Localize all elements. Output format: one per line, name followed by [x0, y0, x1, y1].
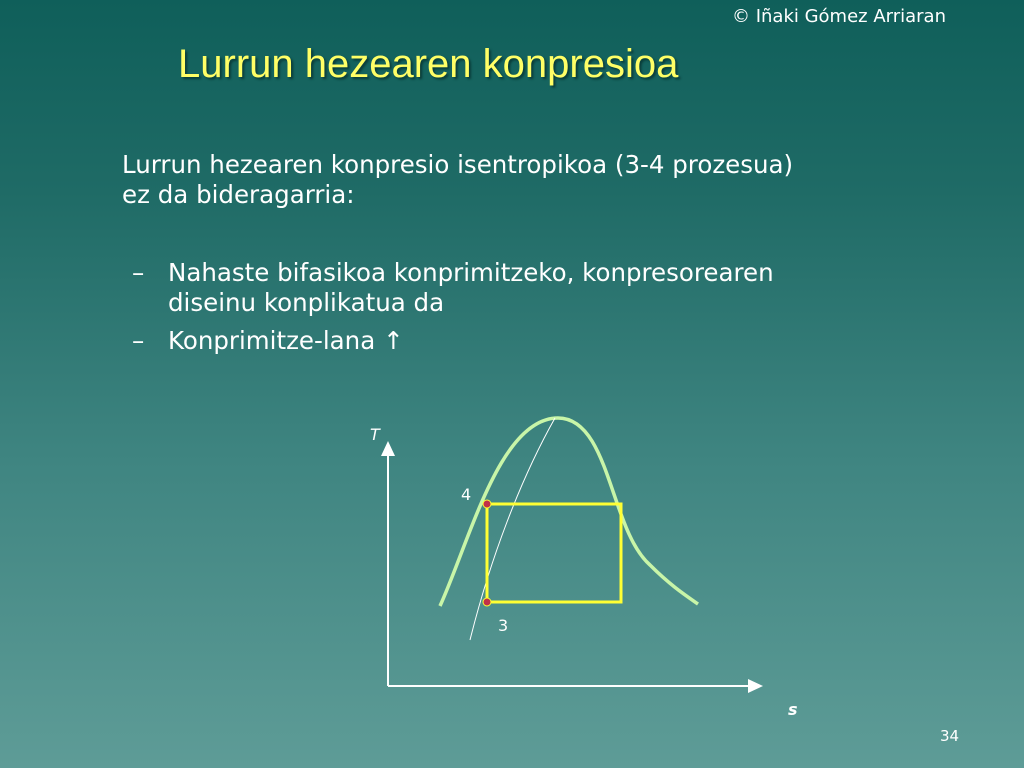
cycle-rectangle: [487, 504, 621, 602]
y-axis-label: T: [370, 425, 380, 444]
state-point-3: [483, 598, 491, 606]
y-axis-arrow-icon: [381, 441, 395, 456]
bullet-line: Konprimitze-lana ↑: [168, 326, 404, 355]
bullet-line: diseinu konplikatua da: [168, 288, 445, 317]
state-point-4: [483, 500, 491, 508]
point-4-label: 4: [461, 485, 472, 504]
page-number: 34: [940, 727, 960, 745]
x-axis-label: s: [788, 700, 798, 719]
x-axis-arrow-icon: [748, 679, 763, 693]
slide-title: Lurrun hezearen konpresioa: [178, 42, 679, 86]
intro-line-2: ez da bideragarria:: [122, 180, 355, 209]
saturation-dome: [440, 418, 698, 606]
bullet-marker: –: [132, 258, 145, 287]
intro-line-1: Lurrun hezearen konpresio isentropikoa (3-4 prozesua): [122, 150, 794, 179]
copyright-text: © Iñaki Gómez Arriaran: [731, 6, 946, 27]
bullet-marker: –: [132, 326, 145, 355]
bullet-line: Nahaste bifasikoa konprimitzeko, konpresorearen: [168, 258, 774, 287]
point-3-label: 3: [498, 616, 509, 635]
isentropic-line: [470, 418, 555, 640]
